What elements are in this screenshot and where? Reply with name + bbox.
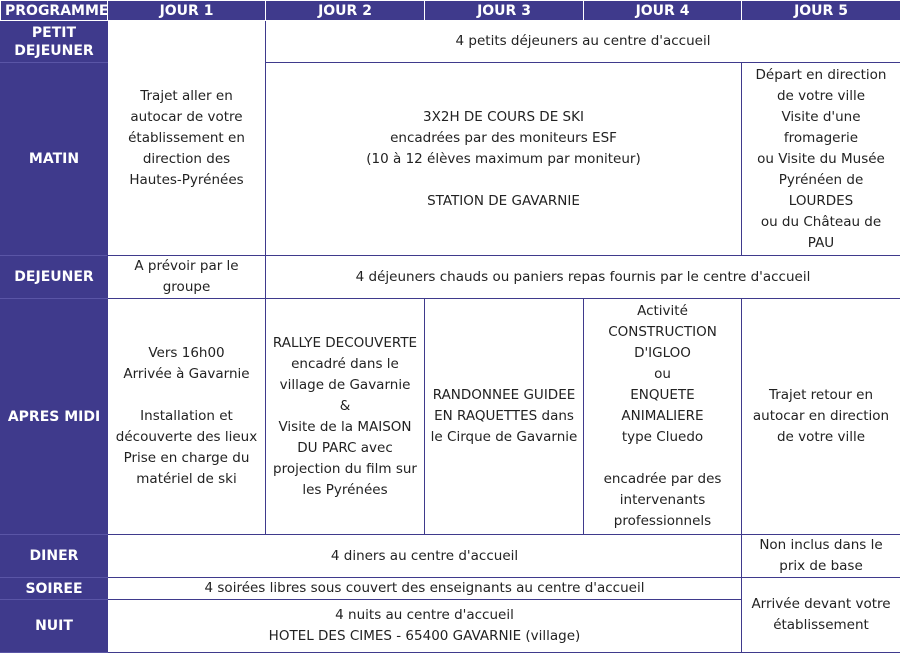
row-dejeuner <box>1 256 900 299</box>
row-label-dejeuner: DEJEUNER <box>1 256 108 299</box>
programme-header: PROGRAMME <box>1 1 108 21</box>
day-header: JOUR 2 <box>266 1 425 21</box>
day-header: JOUR 3 <box>425 1 584 21</box>
row-soiree <box>1 578 900 600</box>
day-header: JOUR 1 <box>108 1 266 21</box>
row-label-petit-dejeuner: PETIT DEJEUNER <box>1 21 108 63</box>
cell-apres-midi-j2: RALLYE DECOUVERTE encadré dans le village de Gavarnie & Visite de la MAISON DU PARC avec projection du film sur les Pyrénées <box>266 299 425 535</box>
cell-petit-dejeuner-j2-j5: 4 petits déjeuners au centre d'accueil <box>266 21 900 63</box>
day-header: JOUR 5 <box>742 1 900 21</box>
cell-apres-midi-j1: Vers 16h00 Arrivée à Gavarnie Installation et découverte des lieux Prise en charge du matériel de ski <box>108 299 266 535</box>
cell-diner-j1-j4: 4 diners au centre d'accueil <box>108 535 742 578</box>
cell-dejeuner-j2-j5: 4 déjeuners chauds ou paniers repas fournis par le centre d'accueil <box>266 256 900 299</box>
row-label-matin: MATIN <box>1 63 108 256</box>
cell-nuit-j1-j4: 4 nuits au centre d'accueil HOTEL DES CIMES - 65400 GAVARNIE (village) <box>108 600 742 653</box>
cell-diner-j5: Non inclus dans le prix de base <box>742 535 900 578</box>
row-label-soiree: SOIREE <box>1 578 108 600</box>
row-diner <box>1 535 900 578</box>
cell-soiree-nuit-j5: Arrivée devant votre établissement <box>742 578 900 653</box>
cell-apres-midi-j3: RANDONNEE GUIDEE EN RAQUETTES dans le Cirque de Gavarnie <box>425 299 584 535</box>
row-apres-midi <box>1 299 900 535</box>
cell-matin-j1: Trajet aller en autocar de votre établissement en direction des Hautes-Pyrénées <box>108 21 266 256</box>
cell-apres-midi-j5: Trajet retour en autocar en direction de votre ville <box>742 299 900 535</box>
row-petit-dejeuner <box>1 21 900 63</box>
header-row <box>1 1 900 21</box>
cell-apres-midi-j4: Activité CONSTRUCTION D'IGLOO ou ENQUETE ANIMALIERE type Cluedo encadrée par des intervenants professionnels <box>584 299 742 535</box>
row-label-diner: DINER <box>1 535 108 578</box>
cell-matin-j2-j4: 3X2H DE COURS DE SKI encadrées par des moniteurs ESF (10 à 12 élèves maximum par moniteur) STATION DE GAVARNIE <box>266 63 742 256</box>
day-header: JOUR 4 <box>584 1 742 21</box>
row-label-nuit: NUIT <box>1 600 108 653</box>
row-label-apres-midi: APRES MIDI <box>1 299 108 535</box>
cell-soiree-j1-j4: 4 soirées libres sous couvert des enseignants au centre d'accueil <box>108 578 742 600</box>
cell-matin-j5: Départ en direction de votre ville Visite d'une fromagerie ou Visite du Musée Pyrénéen de LOURDES ou du Château de PAU <box>742 63 900 256</box>
cell-dejeuner-j1: A prévoir par le groupe <box>108 256 266 299</box>
